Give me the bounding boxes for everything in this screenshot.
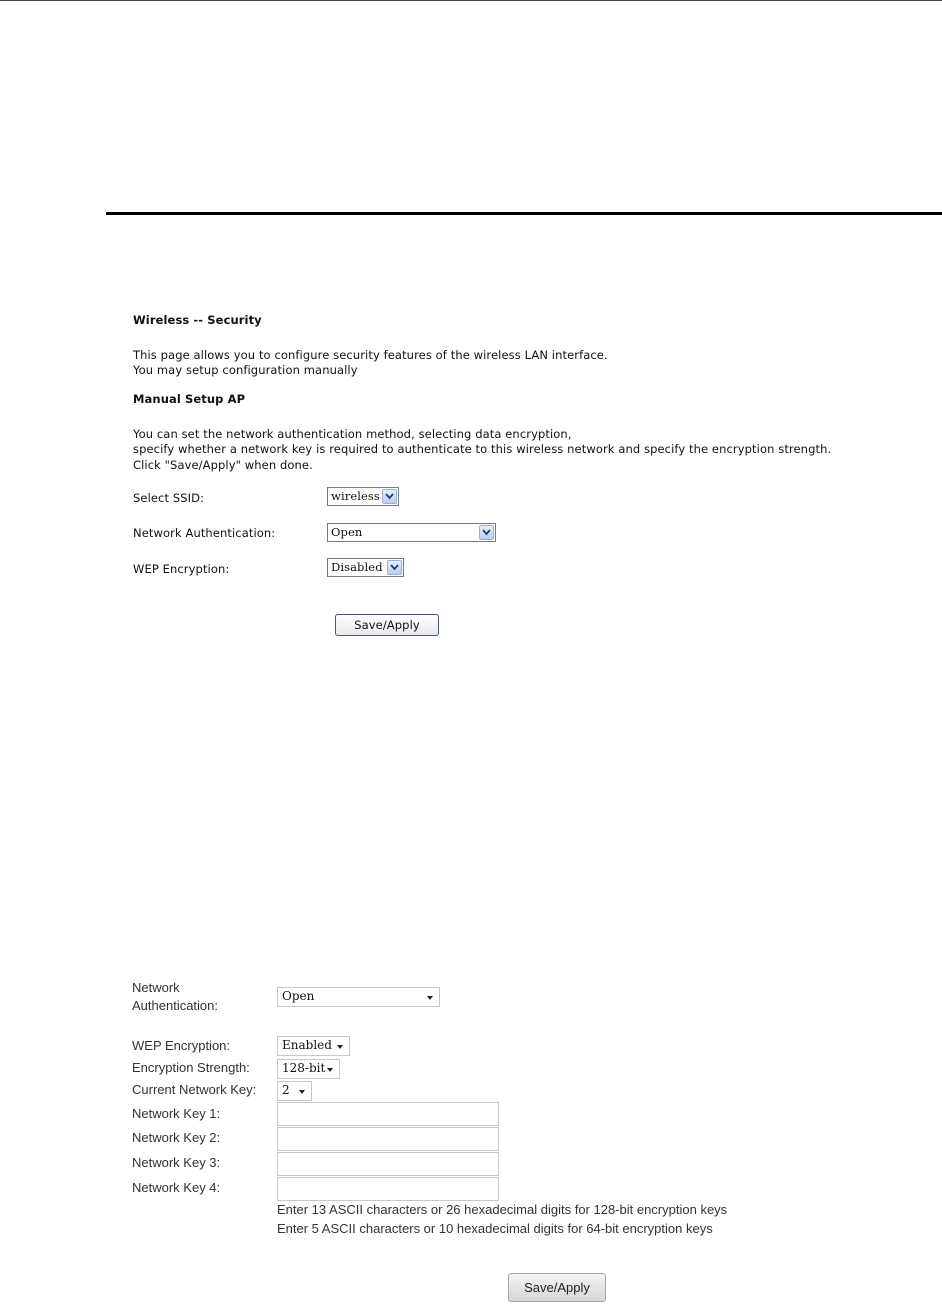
- intro-text-1: This page allows you to configure security features of the wireless LAN interface.: [133, 348, 608, 362]
- chevron-down-icon: [387, 560, 402, 575]
- hint-64bit: Enter 5 ASCII characters or 10 hexadecimal digits for 64-bit encryption keys: [277, 1221, 713, 1236]
- network-key-2-label: Network Key 2:: [132, 1130, 221, 1145]
- ssid-select[interactable]: [327, 487, 399, 506]
- top-border-line: [0, 0, 942, 1]
- save-apply-button[interactable]: Save/Apply: [335, 614, 439, 636]
- wep-encryption-value: Disabled: [331, 560, 383, 574]
- intro-text-2: You may setup configuration manually: [133, 363, 358, 377]
- chevron-down-icon: [382, 489, 397, 504]
- network-key-1-label: Network Key 1:: [132, 1106, 221, 1121]
- network-auth-label-line1: Network: [132, 980, 180, 995]
- encryption-strength-select[interactable]: [277, 1059, 340, 1079]
- wep-encryption-select[interactable]: [277, 1036, 350, 1056]
- network-auth-value: Open: [282, 989, 315, 1003]
- wep-encryption-value: Enabled: [282, 1038, 332, 1052]
- desc-text-2: specify whether a network key is required to authenticate to this wireless network and specify the encryption strength.: [133, 442, 832, 456]
- network-auth-select[interactable]: [327, 523, 496, 542]
- network-key-4-input[interactable]: [277, 1177, 499, 1201]
- current-network-key-select[interactable]: [277, 1081, 312, 1101]
- select-ssid-label: Select SSID:: [133, 491, 205, 505]
- section-title: Manual Setup AP: [133, 392, 246, 406]
- current-network-key-value: 2: [282, 1083, 290, 1097]
- page-title: Wireless -- Security: [133, 313, 262, 327]
- ssid-select-value: wireless: [331, 489, 380, 503]
- network-key-2-input[interactable]: [277, 1127, 499, 1151]
- wep-encryption-select[interactable]: [327, 558, 404, 577]
- network-auth-label: Network Authentication:: [133, 526, 276, 540]
- wep-encryption-label: WEP Encryption:: [133, 562, 230, 576]
- wep-encryption-label: WEP Encryption:: [132, 1038, 231, 1053]
- network-key-4-label: Network Key 4:: [132, 1180, 221, 1195]
- network-key-3-label: Network Key 3:: [132, 1155, 221, 1170]
- hint-128bit: Enter 13 ASCII characters or 26 hexadecimal digits for 128-bit encryption keys: [277, 1202, 728, 1217]
- network-key-3-input[interactable]: [277, 1152, 499, 1176]
- network-auth-label-line2: Authentication:: [132, 998, 219, 1013]
- caret-down-icon: [427, 996, 433, 1000]
- caret-down-icon: [299, 1090, 305, 1094]
- caret-down-icon: [337, 1045, 343, 1049]
- network-key-1-input[interactable]: [277, 1102, 499, 1126]
- desc-text-3: Click "Save/Apply" when done.: [133, 458, 313, 472]
- chevron-down-icon: [479, 525, 494, 540]
- save-apply-button[interactable]: Save/Apply: [508, 1273, 606, 1302]
- caret-down-icon: [327, 1068, 333, 1072]
- encryption-strength-label: Encryption Strength:: [132, 1060, 250, 1075]
- current-network-key-label: Current Network Key:: [132, 1082, 257, 1097]
- encryption-strength-value: 128-bit: [282, 1061, 326, 1075]
- network-auth-value: Open: [331, 525, 363, 539]
- network-auth-select[interactable]: [277, 987, 440, 1007]
- desc-text-1: You can set the network authentication method, selecting data encryption,: [133, 427, 572, 441]
- header-divider: [106, 212, 942, 215]
